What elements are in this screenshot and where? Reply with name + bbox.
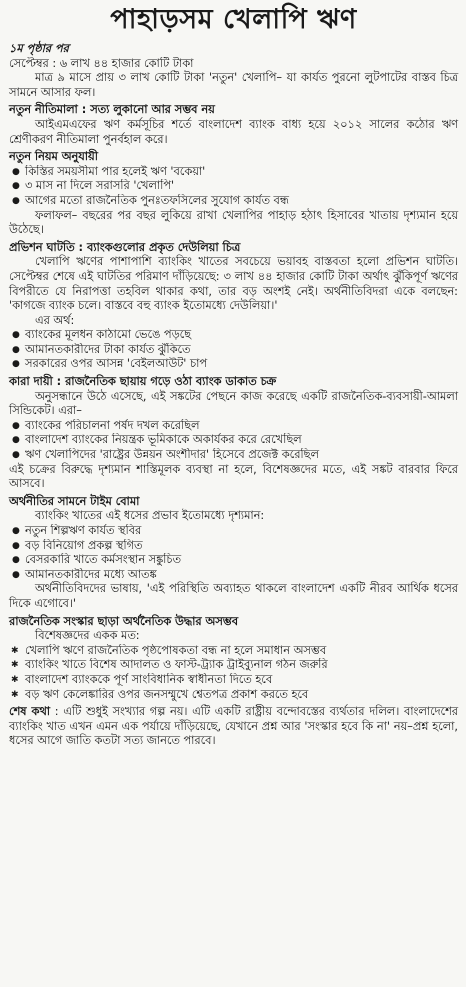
- list-item: ● সরকারের ওপর আসন্ন 'বেইলআউট' চাপ: [9, 357, 458, 372]
- section-heading-new-rules: নতুন নিয়ম অনুযায়ী: [9, 150, 98, 164]
- conclusion-text: : এটি শুধুই সংখ্যার গল্প নয়। এটি একটি রাষ্ট্রীয় বন্দোবস্তের ব্যর্থতার দলিল। বাংলাদেশের ব্যাংকিং খাত এখন এমন এক পর্যায়ে দাঁড়িয়েছে, যেখানে প্রশ্ন আর 'সংস্কার হবে কি না' নয়–প্রশ্ন হলো, ধসের আগে জাতি কতটা সত্য জানতে পারবে।: [9, 705, 458, 748]
- list-item: ● বেসরকারি খাতে কর্মসংস্থান সঙ্কুচিত: [9, 553, 458, 568]
- intro-figure: সেপ্টেম্বর : ৬ লাখ ৪৪ হাজার কোটি টাকা: [9, 56, 194, 70]
- list-item: ● ব্যাংকের পরিচালনা পর্ষদ দখল করেছিল: [9, 419, 458, 434]
- impact-list: [9, 524, 458, 582]
- list-item: ● ৩ মাস না দিলে সরাসরি 'খেলাপি': [9, 179, 458, 194]
- headline: পাহাড়সম খেলাপি ঋণ: [110, 4, 357, 35]
- experts-list: [9, 644, 458, 702]
- section-heading-who-responsible: কারা দায়ী : রাজনৈতিক ছায়ায় গড়ে ওঠা ব্যাংক ডাকাত চক্র: [9, 375, 277, 389]
- continued-from-label: ১ম পৃষ্ঠার পর: [9, 42, 69, 55]
- provision-paragraph: খেলাপি ঋণের পাশাপাশি ব্যাংকিং খাতের সবচেয়ে ভয়াবহ বাস্তবতা হলো প্রভিশন ঘাটতি। সেপ্টেম্বর শেষে এই ঘাটতির পরিমাণ দাঁড়িয়েছে: ৩ লাখ ৪৪ হাজার কোটি টাকা অর্থাৎ ঝুঁকিপূর্ণ ঋণের বিপরীতে যে নিরাপত্তা তহবিল থাকার কথা, তার বড় অংশই নেই। অর্থনীতিবিদরা একে বলছেন: 'কাগজে ব্যাংক চলে। বাস্তবে বহু ব্যাংক ইতোমধ্যে দেউলিয়া।': [9, 255, 458, 313]
- list-item: ● ঋণ খেলাপিদের 'রাষ্ট্রের উন্নয়ন অংশীদার' হিসেবে প্রজেক্ট করেছিল: [9, 448, 458, 463]
- meaning-list: [9, 328, 458, 372]
- list-item: ● বাংলাদেশ ব্যাংকের নিয়ন্ত্রক ভূমিকাকে অকার্যকর করে রেখেছিল: [9, 433, 458, 448]
- experts-lead: বিশেষজ্ঞদের একক মত:: [35, 629, 140, 643]
- list-item: ✱ বাংলাদেশ ব্যাংককে পূর্ণ সাংবিধানিক স্বাধীনতা দিতে হবে: [9, 673, 458, 688]
- conclusion-paragraph: [9, 705, 458, 749]
- new-policy-paragraph: আইএমএফের ঋণ কর্মসূচির শর্তে বাংলাদেশ ব্যাংক বাধ্য হয়ে ২০১২ সালের কঠোর ঋণ শ্রেণীকরণ নীতিমালা পুনর্বহাল করে।: [9, 117, 458, 146]
- list-item: ● আমানতকারীদের টাকা কার্যত ঝুঁকিতে: [9, 343, 458, 358]
- conclusion-label: শেষ কথা: [9, 705, 51, 719]
- result-paragraph: ফলাফল– বছরের পর বছর লুকিয়ে রাখা খেলাপির পাহাড় হঠাৎ হিসাবের খাতায় দৃশ্যমান হয়ে উঠেছে।: [9, 208, 458, 237]
- list-item: ● আমানতকারীদের মধ্যে আতঙ্ক: [9, 568, 458, 583]
- article-body: [9, 42, 458, 749]
- crisis-return-paragraph: এই চক্রের বিরুদ্ধে দৃশ্যমান শাস্তিমূলক ব্যবস্থা না হলে, বিশেষজ্ঞদের মতে, এই সঙ্কট বারবার ফিরে আসবে।: [9, 462, 458, 491]
- intro-paragraph: মাত্র ৯ মাসে প্রায় ৩ লাখ কোটি টাকা 'নতুন' খেলাপি– যা কার্যত পুরনো লুটপাটের বাস্তব চিত্র সামনে আসার ফল।: [9, 71, 458, 99]
- section-heading-provision-shortfall: প্রভিশন ঘাটতি : ব্যাংকগুলোর প্রকৃত দেউলিয়া চিত্র: [9, 240, 241, 254]
- economists-quote-paragraph: অর্থনীতিবিদদের ভাষায়, 'এই পরিস্থিতি অব্যাহত থাকলে বাংলাদেশ একটি নীরব আর্থিক ধসের দিকে এগোবে।': [9, 582, 458, 610]
- section-heading-time-bomb: অর্থনীতির সামনে টাইম বোমা: [9, 494, 140, 508]
- list-item: ● আগের মতো রাজনৈতিক পুনঃতফসিলের সুযোগ কার্যত বন্ধ: [9, 194, 458, 209]
- list-item: ● ব্যাংকের মূলধন কাঠামো ভেঙে পড়ছে: [9, 328, 458, 343]
- meaning-lead: এর অর্থ:: [35, 313, 75, 327]
- list-item: ● বড় বিনিয়োগ প্রকল্প স্থগিত: [9, 539, 458, 554]
- list-item: ● নতুন শিল্পঋণ কার্যত স্থবির: [9, 524, 458, 539]
- list-item: ● কিস্তির সময়সীমা পার হলেই ঋণ 'বকেয়া': [9, 165, 458, 180]
- impact-lead: ব্যাংকিং খাতের এই ধসের প্রভাব ইতোমধ্যে দৃশ্যমান:: [35, 509, 265, 523]
- section-heading-new-policy: নতুন নীতিমালা : সত্য লুকানো আর সম্ভব নয়: [9, 103, 215, 117]
- list-item: ✱ বড় ঋণ কেলেঙ্কারির ওপর জনসম্মুখে শ্বেতপত্র প্রকাশ করতে হবে: [9, 688, 458, 703]
- syndicate-paragraph: অনুসন্ধানে উঠে এসেছে, এই সঙ্কটের পেছনে কাজ করেছে একটি রাজনৈতিক-ব্যবসায়ী-আমলা সিন্ডিকেট। এরা–: [9, 389, 458, 418]
- section-heading-political-reform: রাজনৈতিক সংস্কার ছাড়া অর্থনৈতিক উদ্ধার অসম্ভব: [9, 614, 239, 628]
- list-item: ✱ ব্যাংকিং খাতে বিশেষ আদালত ও ফাস্ট-ট্র্যাক ট্রাইব্যুনাল গঠন জরুরি: [9, 658, 458, 673]
- list-item: ✱ খেলাপি ঋণে রাজনৈতিক পৃষ্ঠপোষকতা বন্ধ না হলে সমাধান অসম্ভব: [9, 644, 458, 659]
- new-rules-list: [9, 165, 458, 209]
- syndicate-list: [9, 419, 458, 463]
